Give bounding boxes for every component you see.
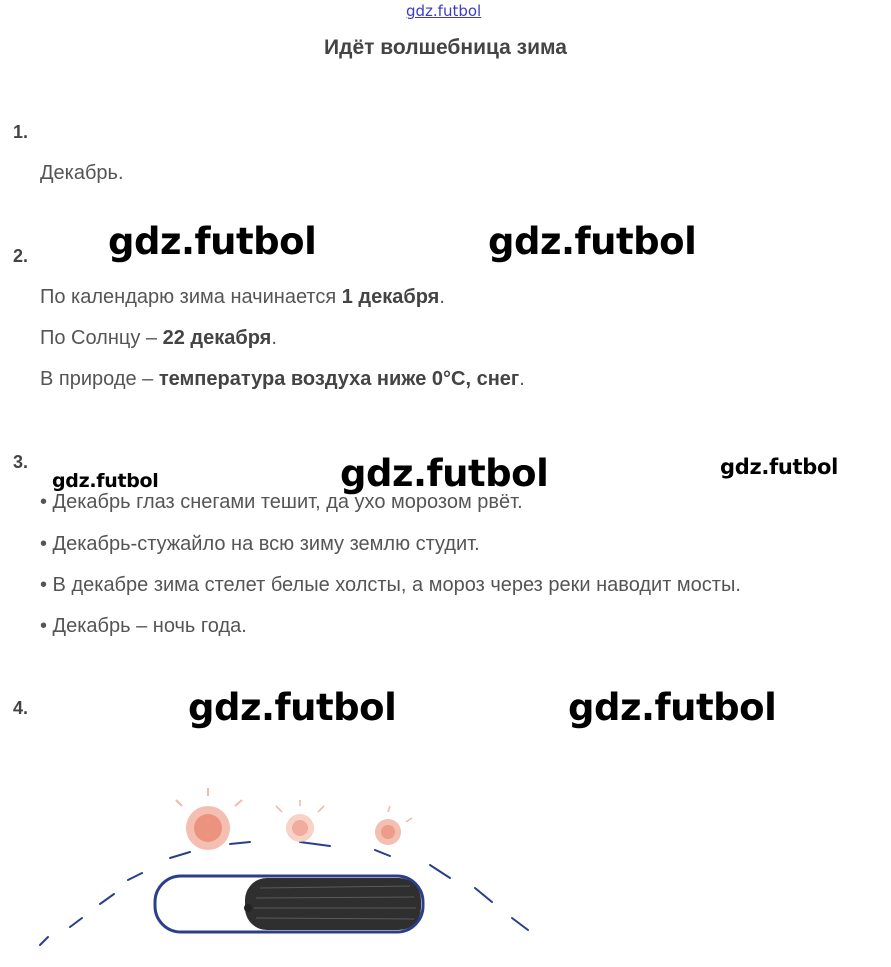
section-3-number: 3. [13,452,29,472]
watermark: gdz.futbol [568,686,777,729]
watermark: gdz.futbol [108,220,317,263]
watermark: gdz.futbol [52,470,159,492]
watermark: gdz.futbol [188,686,397,729]
answer-line-nature: В природе – температура воздуха ниже 0°С, снег. [40,368,525,390]
proverb-item: • Декабрь – ночь года. [40,615,247,637]
sun-icon [375,806,412,845]
watermark: gdz.futbol [488,220,697,263]
section-1-answer: Декабрь. [40,162,124,184]
proverb-item: • Декабрь глаз снегами тешит, да ухо морозом рвёт. [40,491,523,513]
watermark: gdz.futbol [340,452,549,495]
sun-icon [176,788,242,850]
drawing-sun-path [30,770,550,960]
section-2-number: 2. [13,246,29,266]
page-title: Идёт волшебница зима [324,36,567,59]
capsule-drawing [155,876,423,932]
section-1-number: 1. [13,122,29,142]
watermark: gdz.futbol [720,455,839,479]
proverb-item: • Декабрь-стужайло на всю зиму землю студит. [40,533,480,555]
section-4-number: 4. [13,698,29,718]
proverb-item: • В декабре зима стелет белые холсты, а мороз через реки наводит мосты. [40,574,741,596]
answer-line-calendar: По календарю зима начинается 1 декабря. [40,286,445,308]
watermark-link[interactable]: gdz.futbol [406,2,482,20]
answer-line-sun: По Солнцу – 22 декабря. [40,327,277,349]
sun-icon [276,800,324,842]
